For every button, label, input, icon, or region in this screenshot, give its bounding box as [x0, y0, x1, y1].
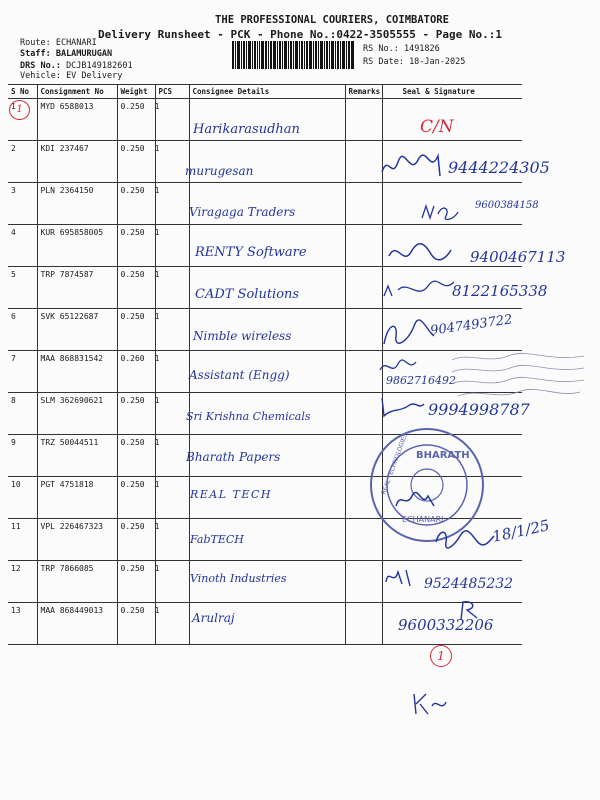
- weight-value: 0.260: [120, 354, 145, 363]
- signature-scribble: [432, 526, 496, 552]
- consignment-cell: PLN 2364150: [37, 183, 117, 225]
- stamp-side: REAL TECHNOLOGIES: [380, 432, 409, 496]
- sno-cell: 12: [8, 561, 37, 603]
- weight-value: 0.250: [120, 438, 145, 447]
- pcs-value: 1: [154, 354, 160, 363]
- weight-value: 0.250: [120, 228, 145, 237]
- stamp-name: BHARATH: [416, 450, 470, 461]
- remarks-cell: [345, 183, 382, 225]
- sno-cell: 13: [8, 603, 37, 645]
- barcode: [232, 41, 354, 69]
- weight-value: 0.250: [120, 312, 145, 321]
- sno-cell: 11: [8, 519, 37, 561]
- handwritten-consignee: Arulraj: [192, 611, 235, 625]
- tamil-stamp-scribble: [448, 350, 588, 402]
- pcs-value: 1: [154, 396, 160, 405]
- col-pcs: PCS: [155, 85, 189, 99]
- handwritten-consignee: CADT Solutions: [195, 287, 300, 302]
- drs-label: DRS No.:: [20, 61, 67, 71]
- pcs-value: 1: [154, 480, 160, 489]
- handwritten-consignee: Nimble wireless: [193, 329, 292, 343]
- route-value: ECHANARI: [55, 38, 97, 48]
- weight-cell: [117, 225, 160, 267]
- weight-value: 0.250: [120, 606, 145, 615]
- handwritten-phone: 9994998787: [428, 400, 530, 419]
- weight-value: 0.250: [120, 522, 145, 531]
- weight-cell: [117, 477, 160, 519]
- handwritten-consignee: Vinoth Industries: [190, 572, 287, 585]
- weight-cell: [117, 267, 160, 309]
- pcs-cell: [155, 309, 189, 351]
- handwritten-consignee: Viragaga Traders: [189, 205, 296, 219]
- weight-value: 0.250: [120, 144, 145, 153]
- consignment-cell: TRP 7866085: [37, 561, 117, 603]
- handwritten-consignee: Bharath Papers: [186, 450, 281, 464]
- pcs-value: 1: [154, 438, 160, 447]
- rs-date-value: 18-Jan-2025: [409, 57, 466, 67]
- remarks-cell: [345, 351, 382, 393]
- weight-cell: [117, 309, 160, 351]
- remarks-cell: [345, 309, 382, 351]
- pcs-value: 1: [154, 606, 160, 615]
- initials-scribble: [410, 690, 450, 718]
- vehicle-line: [20, 71, 122, 81]
- weight-value: 0.250: [120, 564, 145, 573]
- pcs-value: 1: [154, 228, 160, 237]
- col-seal: Seal & Signature: [382, 85, 522, 99]
- weight-value: 0.250: [120, 480, 145, 489]
- pcs-value: 1: [154, 102, 160, 111]
- consignment-cell: PGT 4751818: [37, 477, 117, 519]
- consignment-cell: TRZ 50044511: [37, 435, 117, 477]
- handwritten-phone: 9047493722: [429, 312, 514, 339]
- weight-cell: [117, 351, 160, 393]
- sno-cell: 10: [8, 477, 37, 519]
- remarks-cell: [345, 561, 382, 603]
- drs-value: DCJB149182601: [66, 61, 133, 71]
- remarks-cell: [345, 99, 382, 141]
- sno-cell: 8: [8, 393, 37, 435]
- handwritten-phone: 9600384158: [475, 200, 539, 211]
- pcs-cell: [155, 225, 189, 267]
- consignment-cell: TRP 7874587: [37, 267, 117, 309]
- consignment-cell: MYD 6588013: [37, 99, 117, 141]
- sno-cell: 9: [8, 435, 37, 477]
- weight-value: 0.250: [120, 186, 145, 195]
- signature-scribble: [385, 238, 455, 266]
- pcs-cell: [155, 519, 189, 561]
- weight-cell: [117, 183, 160, 225]
- pcs-value: 1: [154, 270, 160, 279]
- weight-value: 0.250: [120, 102, 145, 111]
- route-label: Route:: [20, 38, 56, 48]
- handwritten-consignee: FabTECH: [190, 533, 244, 546]
- pcs-value: 1: [154, 186, 160, 195]
- consignment-cell: SVK 65122687: [37, 309, 117, 351]
- table-header-row: [8, 85, 522, 99]
- col-remarks: Remarks: [345, 85, 382, 99]
- weight-cell: [117, 99, 160, 141]
- consignment-cell: MAA 868831542: [37, 351, 117, 393]
- signature-scribble: [382, 566, 418, 590]
- stamp-sub: ECHANARI: [402, 515, 444, 524]
- pcs-cell: [155, 99, 189, 141]
- remarks-cell: [345, 267, 382, 309]
- rs-date-label: RS Date:: [363, 57, 410, 67]
- sno-cell: 6: [8, 309, 37, 351]
- handwritten-consignee: REAL TECH: [190, 488, 272, 501]
- signature-scribble: [420, 200, 460, 224]
- consignment-cell: KDI 237467: [37, 141, 117, 183]
- rs-date-line: [363, 57, 465, 67]
- handwritten-date: 18/1/25: [490, 516, 552, 546]
- handwritten-phone: 9862716492: [386, 374, 456, 387]
- pcs-cell: [155, 603, 189, 645]
- pcs-cell: [155, 351, 189, 393]
- consignment-cell: MAA 868449013: [37, 603, 117, 645]
- weight-cell: [117, 603, 160, 645]
- pcs-cell: [155, 477, 189, 519]
- signature-scribble: [380, 276, 460, 304]
- route-line: [20, 38, 97, 48]
- pcs-value: 1: [154, 144, 160, 153]
- drs-line: [20, 61, 133, 71]
- handwritten-phone: 9444224305: [448, 158, 550, 177]
- pcs-value: 1: [154, 312, 160, 321]
- pcs-cell: [155, 141, 189, 183]
- col-sno: S No: [8, 85, 37, 99]
- weight-value: 0.250: [120, 270, 145, 279]
- handwritten-consignee: RENTY Software: [195, 245, 307, 260]
- handwritten-consignee: Assistant (Engg): [189, 368, 290, 382]
- weight-cell: [117, 435, 160, 477]
- consignment-cell: KUR 695858005: [37, 225, 117, 267]
- consignment-cell: SLM 362690621: [37, 393, 117, 435]
- weight-cell: [117, 561, 160, 603]
- sno-cell: 5: [8, 267, 37, 309]
- remarks-cell: [345, 141, 382, 183]
- remarks-cell: [345, 225, 382, 267]
- handwritten-phone: 9400467113: [470, 248, 566, 266]
- rs-no-line: [363, 44, 440, 54]
- pcs-cell: [155, 393, 189, 435]
- vehicle-label: Vehicle:: [20, 71, 67, 81]
- weight-cell: [117, 141, 160, 183]
- pcs-cell: [155, 435, 189, 477]
- weight-cell: [117, 393, 160, 435]
- handwritten-phone: 9524485232: [424, 576, 514, 592]
- sno-cell: 4: [8, 225, 37, 267]
- rs-no-label: RS No.:: [363, 44, 404, 54]
- sno-cell: 3: [8, 183, 37, 225]
- staff-label: Staff:: [20, 49, 56, 59]
- sno-cell: 1: [8, 99, 37, 141]
- handwritten-consignee: Sri Krishna Chemicals: [186, 410, 311, 423]
- circled-number-bottom: 1: [430, 645, 452, 667]
- pcs-value: 1: [154, 522, 160, 531]
- col-weight: Weight: [117, 85, 155, 99]
- sno-cell: 2: [8, 141, 37, 183]
- consignment-cell: VPL 226467323: [37, 519, 117, 561]
- handwritten-phone: 8122165338: [452, 282, 548, 300]
- signature-scribble: [378, 316, 438, 350]
- pcs-value: 1: [154, 564, 160, 573]
- sno-cell: 7: [8, 351, 37, 393]
- col-consignee: Consignee Details: [189, 85, 345, 99]
- weight-value: 0.250: [120, 396, 145, 405]
- rs-no-value: 1491826: [403, 44, 440, 54]
- pcs-cell: [155, 183, 189, 225]
- staff-line: [20, 49, 112, 59]
- signature-scribble: [378, 150, 458, 184]
- handwritten-consignee: Harikarasudhan: [193, 122, 300, 137]
- handwritten-cin: C/N: [420, 117, 454, 137]
- company-title: THE PROFESSIONAL COURIERS, COIMBATORE: [215, 14, 449, 26]
- signature-scribble: [378, 392, 426, 422]
- handwritten-consignee: murugesan: [185, 164, 254, 178]
- circled-number-top: 1: [9, 100, 30, 120]
- pcs-cell: [155, 561, 189, 603]
- staff-value: BALAMURUGAN: [55, 49, 113, 59]
- vehicle-value: EV Delivery: [66, 71, 123, 81]
- weight-cell: [117, 519, 160, 561]
- runsheet-title: Delivery Runsheet - PCK - Phone No.:0422-3505555 - Page No.:1: [98, 28, 502, 41]
- remarks-cell: [345, 603, 382, 645]
- signature-scribble: [392, 488, 442, 512]
- pcs-cell: [155, 267, 189, 309]
- col-consignment: Consignment No: [37, 85, 117, 99]
- handwritten-phone: 9600332206: [398, 616, 494, 634]
